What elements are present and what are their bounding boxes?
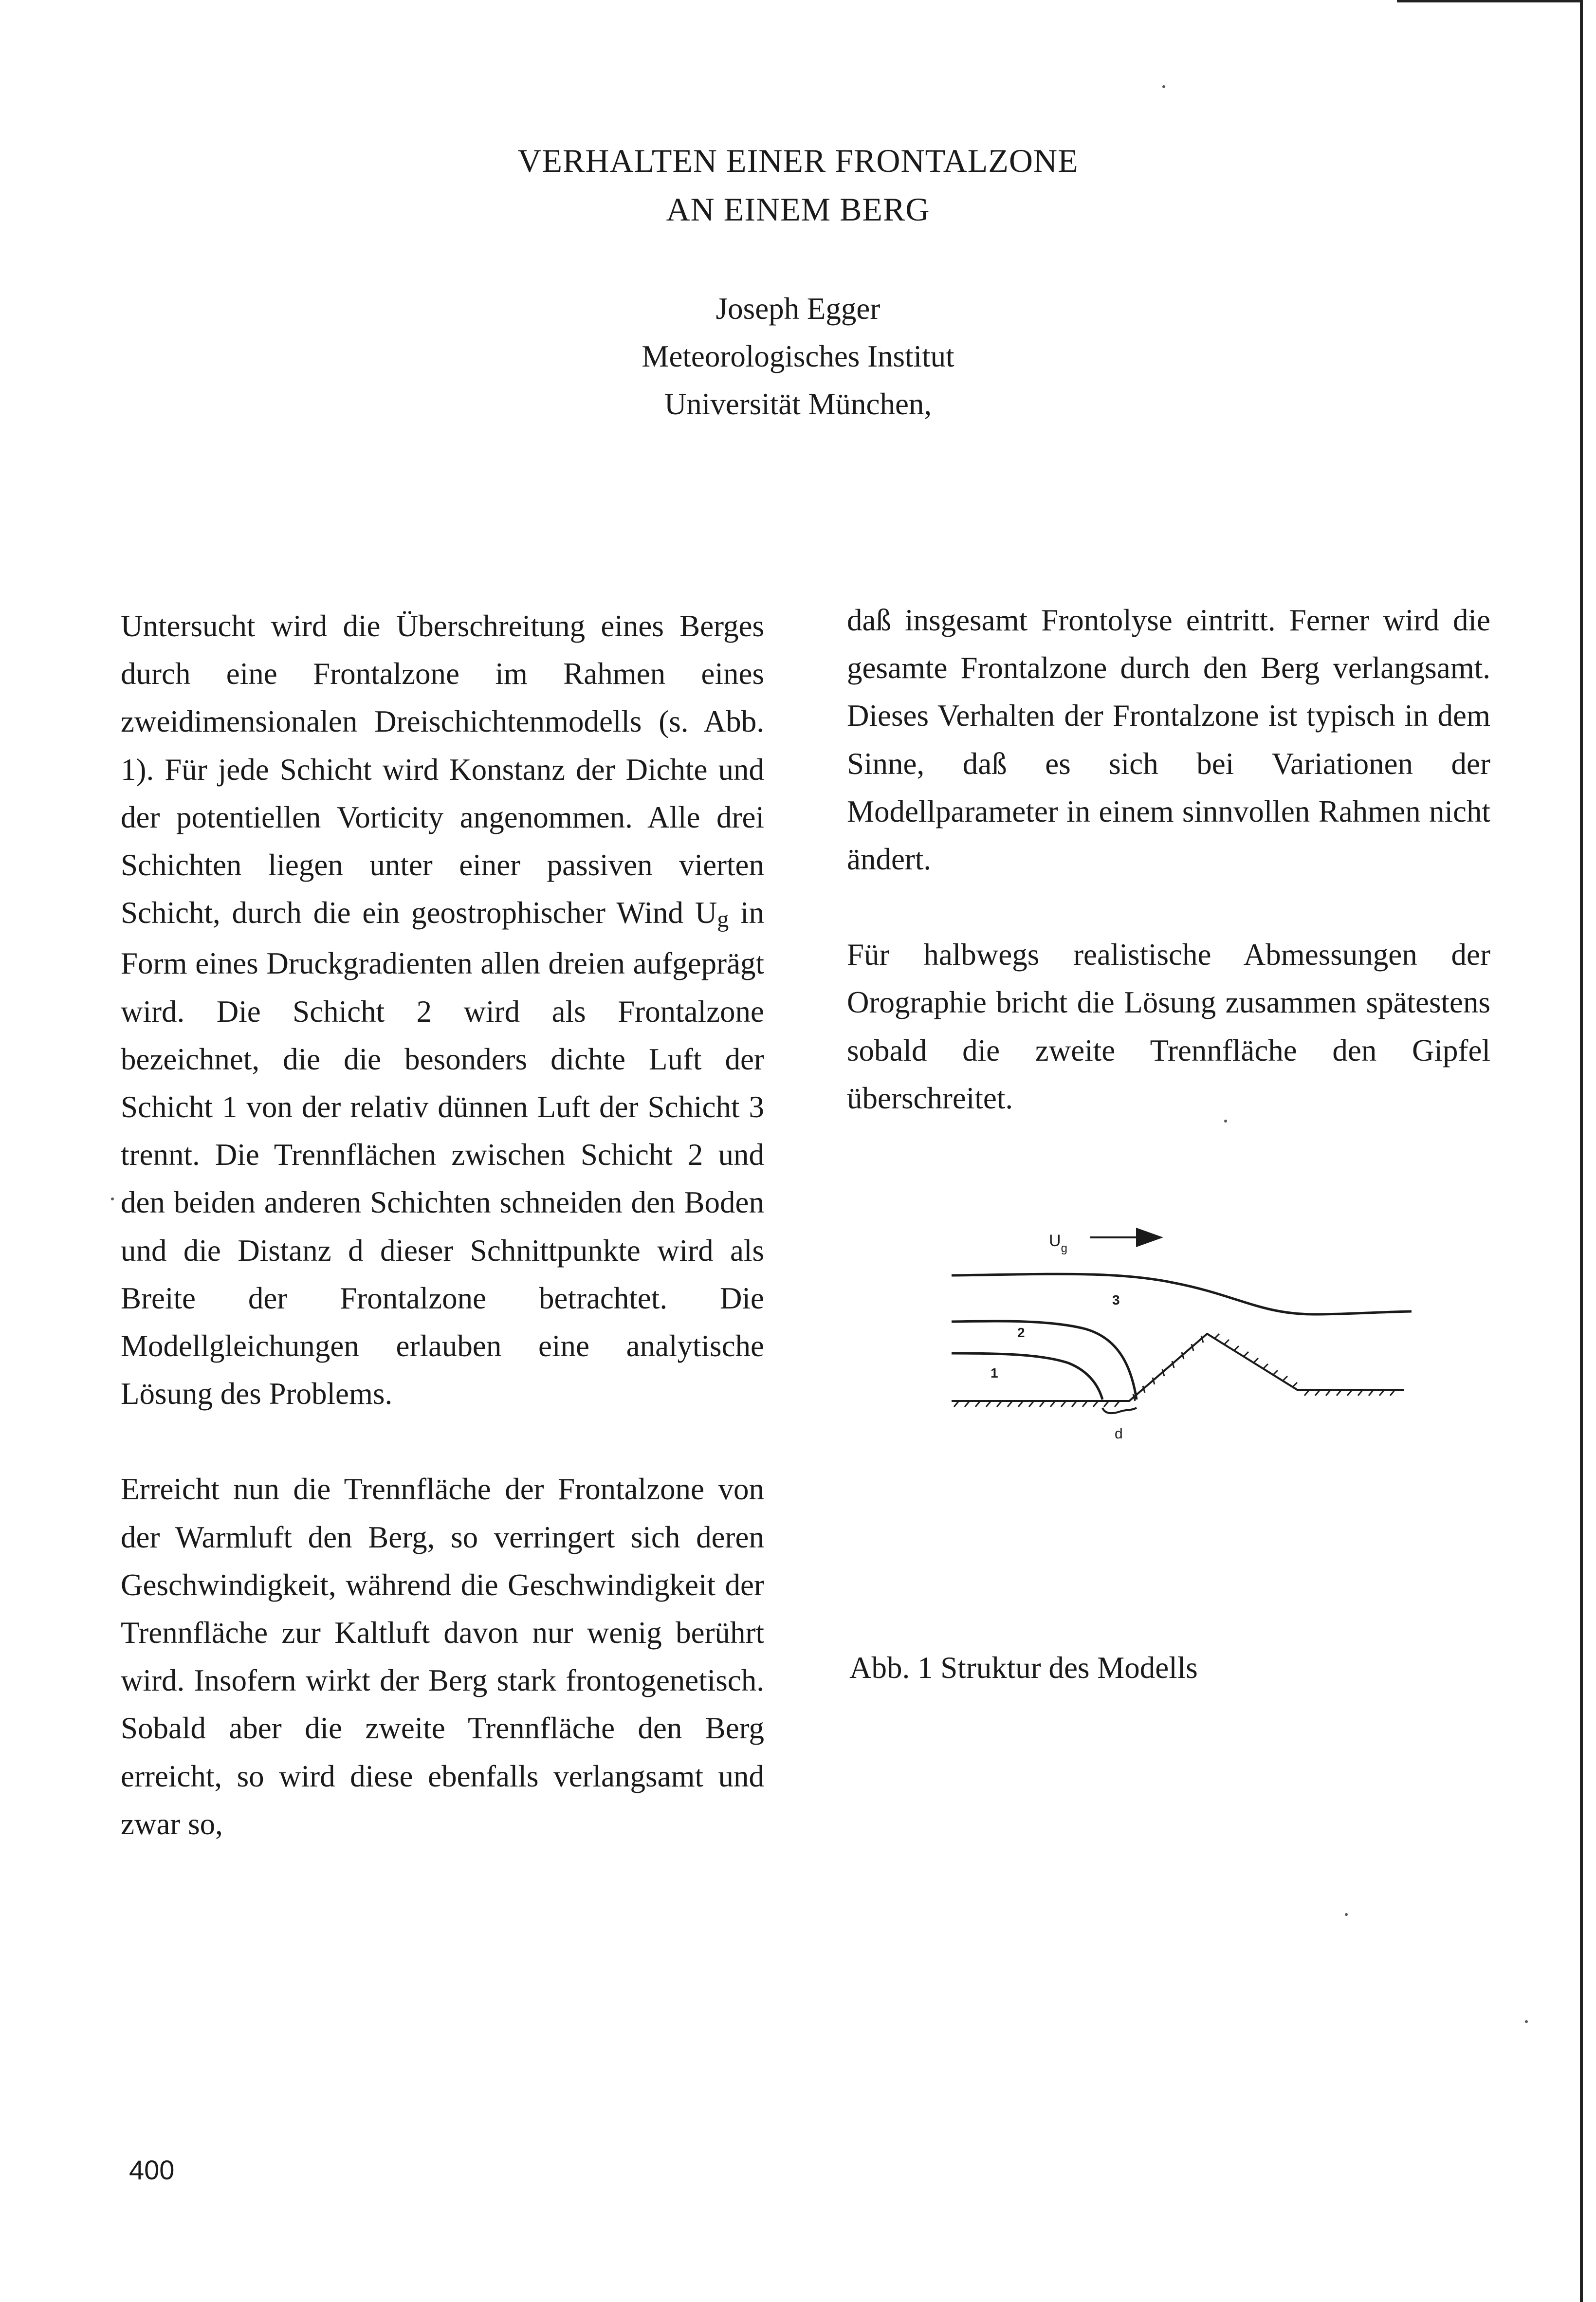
page-number: 400 xyxy=(129,2155,175,2185)
interface-1-2 xyxy=(952,1353,1102,1400)
scan-speck xyxy=(1224,1120,1227,1123)
interface-2-3 xyxy=(952,1321,1137,1400)
title-line-2: AN EINEM BERG xyxy=(666,191,930,228)
wind-label-sub: g xyxy=(1061,1242,1067,1255)
author-university: Universität München, xyxy=(664,387,932,421)
wind-label-main: U xyxy=(1049,1232,1061,1250)
right-column xyxy=(847,596,1490,1122)
distance-label: d xyxy=(1115,1426,1123,1442)
layer-3-label: 3 xyxy=(1112,1292,1120,1308)
author-block xyxy=(0,285,1596,428)
top-interface xyxy=(952,1274,1412,1314)
author-institute: Meteorologisches Institut xyxy=(642,339,954,373)
ground-hatching xyxy=(954,1334,1395,1407)
author-name: Joseph Egger xyxy=(715,292,881,326)
left-p1-text-b: in Form eines Druckgradienten allen dreien aufgeprägt wird. Die Schicht 2 wird als Frontalzone bezeichnet, die die besonders dichte Luft der Schicht 1 von der relativ dünnen Luft der Schicht 3 trennt. Die Trennflächen zwischen Schicht 2 und den beiden anderen Schichten schneiden den Boden und die Distanz d dieser Schnittpunkte wird als Breite der Frontalzone betrachtet. Die Modellgleichungen erlauben eine analytische Lösung des Problems. xyxy=(121,896,764,1411)
scan-edge-top xyxy=(1397,0,1582,2)
paper-title xyxy=(0,136,1596,234)
wind-label xyxy=(1049,1232,1067,1255)
wind-subscript: g xyxy=(717,906,729,933)
scan-speck xyxy=(1525,2020,1528,2023)
right-paragraph-1: daß insgesamt Frontolyse eintritt. Ferner wird die gesamte Frontalzone durch den Berg verlangsamt. Dieses Verhalten der Frontalzone ist typisch in dem Sinne, daß es sich bei Variationen der Modellparameter in einem sinnvollen Rahmen nicht ändert. xyxy=(847,603,1490,877)
left-column xyxy=(121,602,764,1848)
layer-1-label: 1 xyxy=(991,1365,998,1381)
distance-brace xyxy=(1102,1408,1137,1413)
model-structure-figure xyxy=(944,1217,1431,1451)
left-paragraph-1 xyxy=(121,602,764,1418)
layer-2-label: 2 xyxy=(1017,1325,1025,1340)
ground-profile xyxy=(952,1334,1404,1401)
right-paragraph-2: Für halbwegs realistische Abmessungen der Orographie bricht die Lösung zusammen spätestens sobald die zweite Trennfläche den Gipfel überschreitet. xyxy=(847,938,1490,1115)
title-line-1: VERHALTEN EINER FRONTALZONE xyxy=(517,142,1079,179)
scan-speck xyxy=(1162,85,1165,88)
figure-caption: Abb. 1 Struktur des Modells xyxy=(849,1651,1198,1685)
left-p1-text-a: Untersucht wird die Überschreitung eines Berges durch eine Frontalzone im Rahmen eines zweidimensionalen Dreischichtenmodells (s. Abb. 1). Für jede Schicht wird Konstanz der Dichte und der potentiellen Vorticity angenommen. Alle drei Schichten liegen unter einer passiven vierten Schicht, durch die ein geostrophischer Wind U xyxy=(121,609,764,930)
scan-speck xyxy=(111,1197,114,1200)
scan-speck xyxy=(1345,1913,1348,1916)
left-paragraph-2: Erreicht nun die Trennfläche der Frontalzone von der Warmluft den Berg, so verringert sich deren Geschwindigkeit, während die Geschwindigkeit der Trennfläche zur Kaltluft davon nur wenig berührt wird. Insofern wirkt der Berg stark frontogenetisch. Sobald aber die zweite Trennfläche den Berg erreicht, so wird diese ebenfalls verlangsamt und zwar so, xyxy=(121,1472,764,1841)
